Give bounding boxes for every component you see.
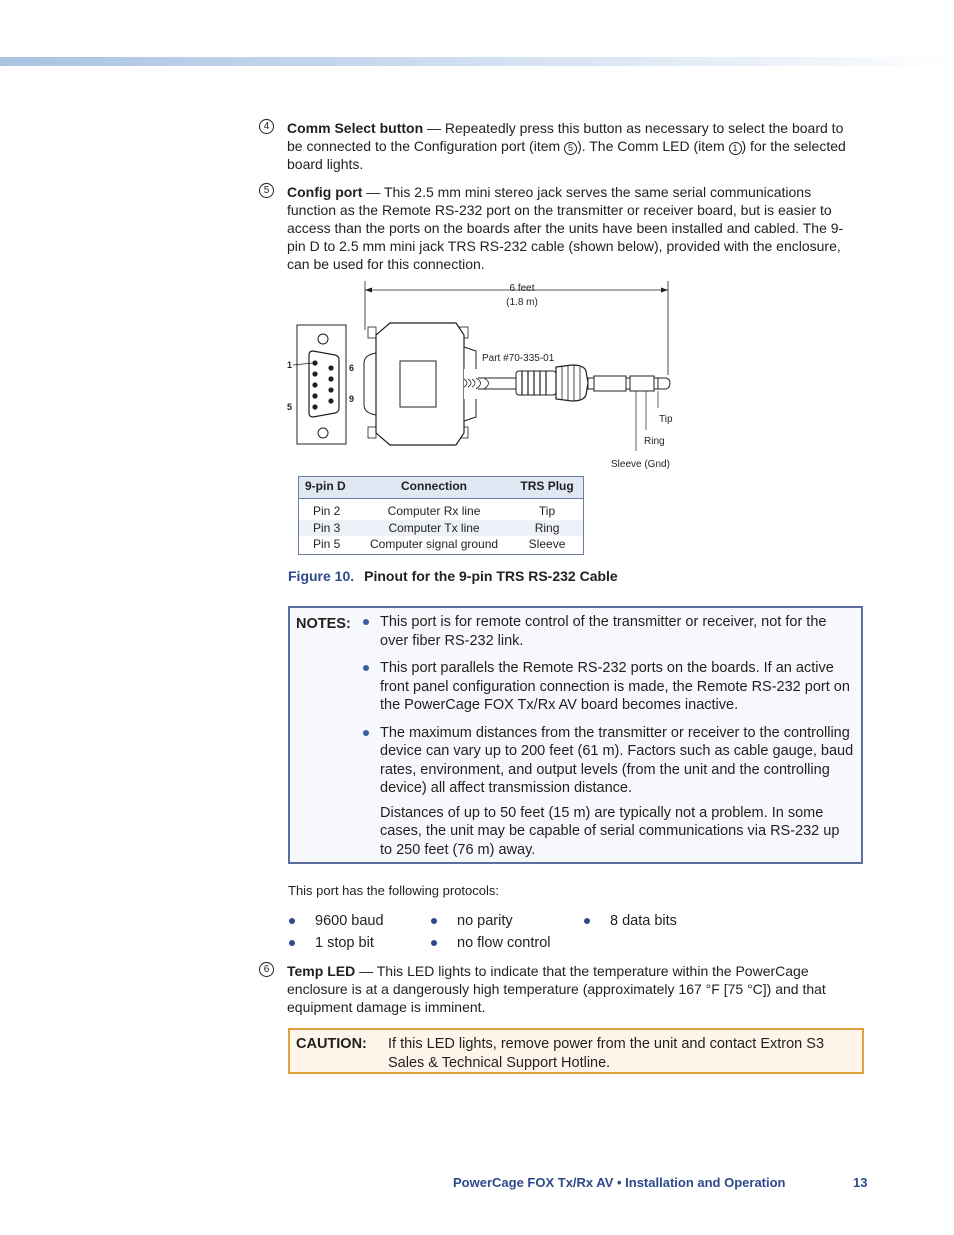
cable-diagram-svg	[280, 275, 700, 475]
footer-title: PowerCage FOX Tx/Rx AV • Installation and Operation	[453, 1175, 786, 1190]
list-item	[430, 911, 513, 931]
column-header: 9-pin D	[299, 477, 357, 499]
note-text: This port parallels the Remote RS-232 ports on the boards. If an active front panel configuration connection is made, the Remote RS-232 port on the PowerCage FOX Tx/Rx AV board becomes inactive.	[380, 660, 850, 713]
cable	[464, 369, 516, 399]
table-cell: Pin 3	[299, 520, 357, 536]
notes-box	[288, 606, 863, 864]
item-comm-select	[259, 119, 849, 173]
caution-text: If this LED lights, remove power from the unit and contact Extron S3 Sales & Technical Support Hotline.	[388, 1036, 825, 1071]
table-row	[299, 520, 584, 536]
table-header-row	[299, 477, 584, 499]
note-text: The maximum distances from the transmitter or receiver to the controlling device can vary up to 200 feet (61 m). Factors such as cable gauge, baud rates, environment, and output levels (from the unit and the controlling device) all affect transmission distance.	[380, 724, 854, 796]
item-number-badge: 6	[259, 962, 274, 977]
column-header: TRS Plug	[511, 477, 583, 499]
ring-label: Ring	[644, 436, 665, 447]
list-item	[362, 659, 854, 715]
table-cell: Pin 5	[313, 536, 341, 551]
bullet-icon	[584, 918, 590, 924]
bullet-icon	[289, 918, 295, 924]
trs-plug	[516, 365, 670, 401]
list-item	[583, 911, 677, 931]
item-text: ) for the selected board lights.	[287, 138, 846, 172]
column-header: Connection	[357, 477, 511, 499]
figure-title: Pinout for the 9-pin TRS RS-232 Cable	[364, 568, 618, 584]
protocol-label: 9600 baud	[315, 913, 384, 929]
list-item	[288, 933, 374, 953]
bullet-icon	[431, 918, 437, 924]
item-text: — This LED lights to indicate that the temperature within the PowerCage enclosure is at a dangerously high temperature (approximately 167 °F [75 °C]) and that equipment damage is imminent.	[287, 963, 826, 1015]
caution-title: CAUTION:	[296, 1036, 367, 1052]
item-number-badge: 5	[259, 183, 274, 198]
item-body	[287, 119, 849, 173]
table-cell: Computer Tx line	[357, 520, 511, 536]
inline-item-ref: 1	[729, 142, 742, 155]
table-cell: Tip	[538, 504, 556, 519]
item-temp-led	[259, 962, 849, 1016]
notes-title: NOTES:	[296, 616, 351, 632]
list-item	[288, 911, 384, 931]
inline-item-ref: 5	[564, 142, 577, 155]
item-text: — Repeatedly press this button as necessary to select the board to be connected to the Configuration port (item	[287, 120, 844, 154]
figure-label: Figure 10.	[288, 568, 355, 584]
figure-caption	[288, 568, 618, 584]
sleeve-label: Sleeve (Gnd)	[611, 459, 670, 470]
pin-label-9: 9	[349, 394, 355, 404]
bullet-icon	[363, 665, 369, 671]
pinout-table	[298, 476, 584, 555]
list-item	[362, 613, 854, 650]
item-text: ). The Comm LED (item	[577, 138, 729, 154]
protocols-list	[288, 911, 708, 955]
protocol-label: 1 stop bit	[315, 935, 374, 951]
caution-box	[288, 1028, 864, 1074]
note-extra-text: Distances of up to 50 feet (15 m) are typically not a problem. In some cases, the unit may be capable of serial communications via RS-232 up to 250 feet (76 m) away.	[380, 804, 840, 858]
bullet-icon	[363, 730, 369, 736]
pin-label-6: 6	[349, 363, 355, 373]
bullet-icon	[289, 940, 295, 946]
item-text: — This 2.5 mm mini stereo jack serves the same serial communications function as the Remote RS-232 port on the transmitter or receiver board, but is easier to access than the ports on the boards after the units have been installed and cabled. The 9-pin D to 2.5 mm mini jack TRS RS-232 cable (shown below), provided with the enclosure, can be used for this connection.	[287, 184, 844, 272]
protocol-label: no parity	[457, 913, 513, 929]
tip-label: Tip	[659, 414, 673, 425]
item-body	[287, 962, 849, 1016]
table-row	[299, 499, 584, 520]
item-title: Config port	[287, 184, 363, 200]
table-cell: Computer signal ground	[369, 536, 499, 551]
item-number-badge: 4	[259, 119, 274, 134]
page-number: 13	[853, 1175, 868, 1190]
db9-plug-connector	[364, 323, 476, 445]
table-cell: Computer Rx line	[387, 504, 481, 519]
header-gradient-bar	[0, 57, 954, 66]
table-cell: Ring	[511, 520, 583, 536]
note-text: This port is for remote control of the transmitter or receiver, not for the over fiber RS-232 link.	[380, 614, 827, 649]
protocols-intro: This port has the following protocols:	[288, 883, 499, 898]
bullet-icon	[363, 619, 369, 625]
list-item	[430, 933, 551, 953]
length-meters-label: (1.8 m)	[506, 297, 538, 308]
notes-list	[362, 613, 854, 868]
pin-label-1: 1	[287, 360, 293, 370]
item-config-port	[259, 183, 849, 273]
part-number-label: Part #70-335-01	[482, 353, 555, 364]
item-title: Temp LED	[287, 963, 356, 979]
pin-label-5: 5	[287, 402, 293, 412]
table-row	[299, 536, 584, 555]
protocol-label: no flow control	[457, 935, 551, 951]
item-body	[287, 183, 849, 273]
protocol-label: 8 data bits	[610, 913, 677, 929]
table-cell: Sleeve	[528, 536, 566, 551]
list-item	[362, 724, 854, 860]
item-title: Comm Select button	[287, 120, 424, 136]
length-feet-label: 6 feet	[509, 283, 535, 294]
cable-diagram	[280, 275, 700, 475]
bullet-icon	[431, 940, 437, 946]
table-cell: Pin 2	[313, 504, 341, 519]
